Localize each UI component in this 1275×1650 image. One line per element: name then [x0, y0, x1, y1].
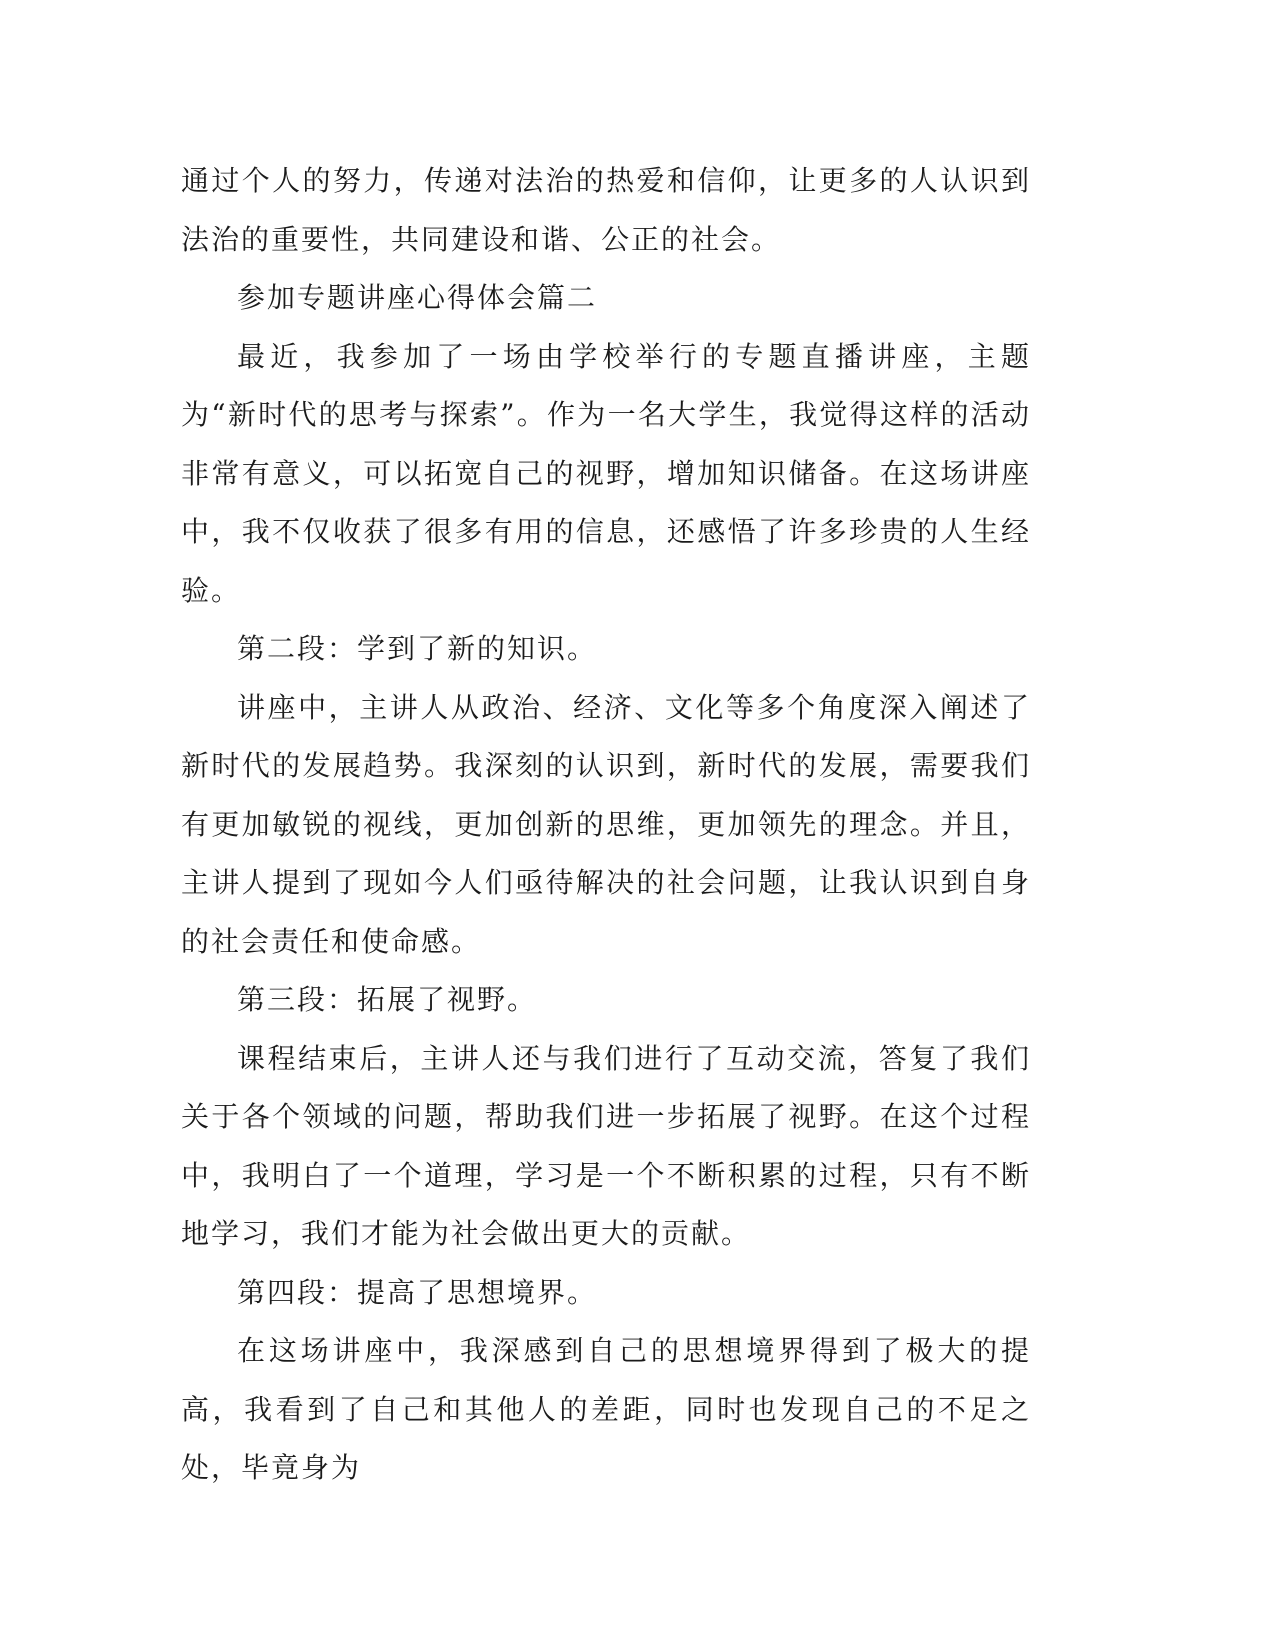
- section-heading-4: 第四段：提高了思想境界。: [237, 1275, 598, 1309]
- paragraph-horizon: 课程结束后，主讲人还与我们进行了互动交流，答复了我们关于各个领域的问题，帮助我们进一步拓展了视野。在这个过程中，我明白了一个道理，学习是一个不断积累的过程，只有不断地学习，我们才能为社会做出更大的贡献。: [181, 1041, 1031, 1250]
- section-heading-2: 第二段：学到了新的知识。: [237, 632, 598, 665]
- paragraph-continuation: 通过个人的努力，传递对法治的热爱和信仰，让更多的人认识到法治的重要性，共同建设和谐、公正的社会。: [181, 164, 1031, 256]
- document-body: [181, 152, 1031, 1498]
- paragraph-knowledge: 讲座中，主讲人从政治、经济、文化等多个角度深入阐述了新时代的发展趋势。我深刻的认识到，新时代的发展，需要我们有更加敏锐的视线，更加创新的思维，更加领先的理念。并且，主讲人提到了现如今人们亟待解决的社会问题，让我认识到自身的社会责任和使命感。: [181, 690, 1031, 958]
- section-heading-3: 第三段：拓展了视野。: [237, 983, 538, 1016]
- paragraph-thought: 在这场讲座中，我深感到自己的思想境界得到了极大的提高，我看到了自己和其他人的差距，同时也发现自己的不足之处，毕竟身为: [181, 1334, 1031, 1484]
- paragraph-intro: 最近，我参加了一场由学校举行的专题直播讲座，主题为“新时代的思考与探索”。作为一名大学生，我觉得这样的活动非常有意义，可以拓宽自己的视野，增加知识储备。在这场讲座中，我不仅收获了很多有用的信息，还感悟了许多珍贵的人生经验。: [181, 339, 1031, 607]
- section-heading: 参加专题讲座心得体会篇二: [237, 281, 598, 314]
